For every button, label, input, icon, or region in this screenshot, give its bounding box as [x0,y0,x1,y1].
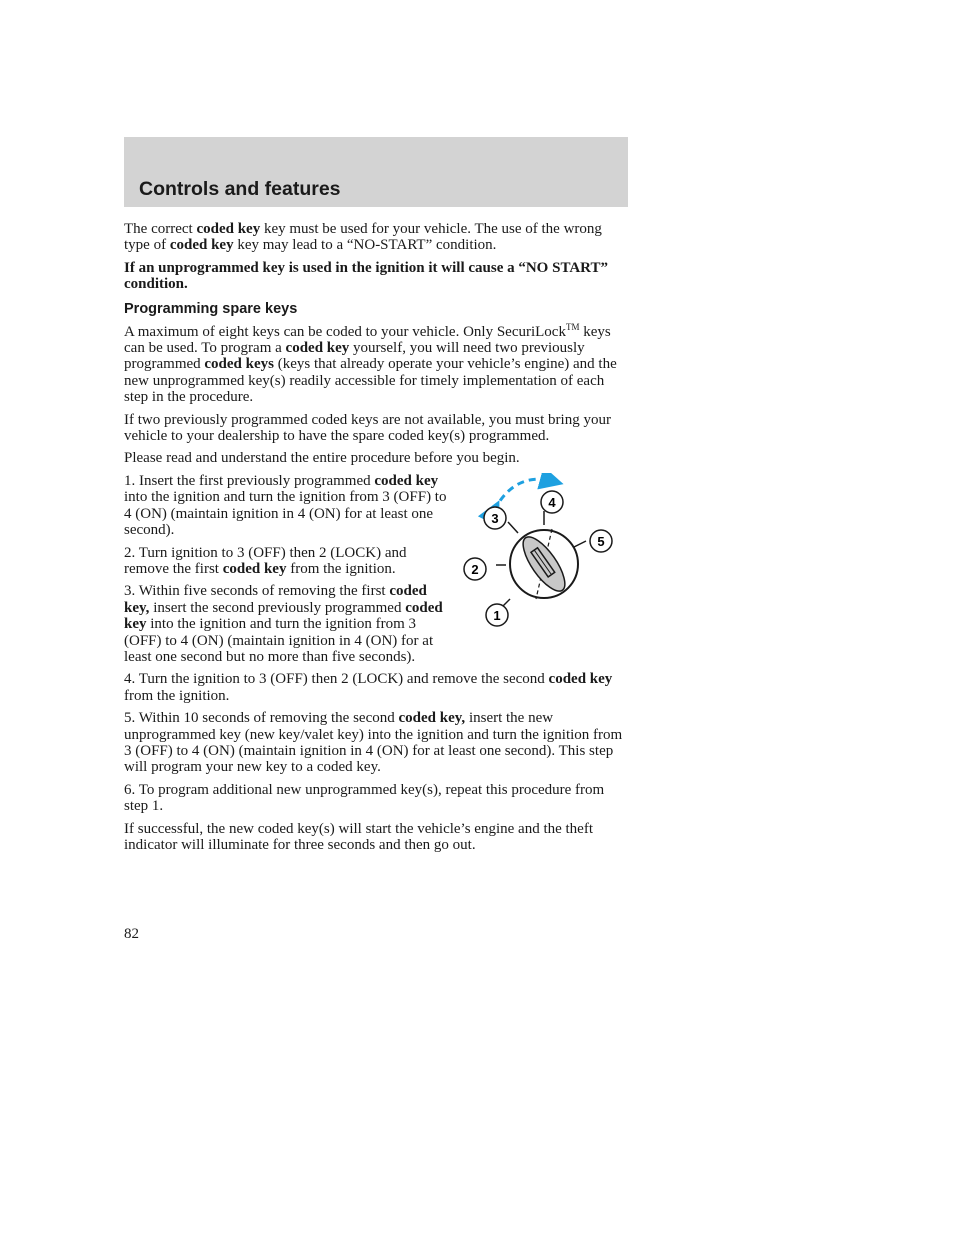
trademark-mark: TM [565,321,580,332]
position-label-3: 3 [491,510,499,526]
step-4: 4. Turn the ignition to 3 (OFF) then 2 (LOCK) and remove the second coded key from the ignition. [124,671,613,704]
intro-paragraph: The correct coded key key must be used for your vehicle. The use of the wrong type of coded key key may lead to a “NO-START” condition. [124,221,602,254]
section-header-band [124,137,628,207]
programming-paragraph-1: A maximum of eight keys can be coded to your vehicle. Only SecuriLock™ keys can be used. To program a coded key yourself, you will need two previously programmed coded keys (keys that already operate your vehicle’s engine) and the new unprogrammed key(s) readily accessible for timely implementation of each step in the procedure. [124,321,617,406]
step-5: 5. Within 10 seconds of removing the second coded key, insert the new unprogrammed key (new key/valet key) into the ignition and turn the ignition from 3 (OFF) to 4 (ON) (maintain ignition in 4 (ON) for at least one second). This step will program your new key to a coded key. [124,710,623,776]
section-title: Controls and features [139,178,341,200]
programming-paragraph-3: Please read and understand the entire procedure before you begin. [124,450,520,467]
closing-paragraph: If successful, the new coded key(s) will start the vehicle’s engine and the theft indicator will illuminate for three seconds and then go out. [124,820,594,853]
step-1: 1. Insert the first previously programmed coded key into the ignition and turn the ignition from 3 (OFF) to 4 (ON) (maintain ignition in 4 (ON) for at least one second). [124,472,447,539]
step-3: 3. Within five seconds of removing the first coded key, insert the second previously programmed coded key into the ignition and turn the ignition from 3 (OFF) to 4 (ON) (maintain ignition in 4 (ON) for at least one second but no more than five seconds). [124,583,443,665]
page-number: 82 [124,926,139,942]
position-label-4: 4 [548,494,556,510]
position-label-2: 2 [471,561,479,577]
position-label-1: 1 [493,607,501,623]
position-label-5: 5 [597,533,605,549]
programming-heading: Programming spare keys [124,300,298,317]
programming-paragraph-2: If two previously programmed coded keys are not available, you must bring your vehicle to your dealership to have the spare coded key(s) programmed. [124,411,611,445]
page-content [124,221,630,859]
step-6: 6. To program additional new unprogrammed key(s), repeat this procedure from step 1. [124,781,605,815]
ignition-diagram [460,473,630,629]
no-start-warning: If an unprogrammed key is used in the ignition it will cause a “NO START” condition. [124,259,608,293]
step-2: 2. Turn ignition to 3 (OFF) then 2 (LOCK) and remove the first coded key from the ignition. [124,544,407,577]
